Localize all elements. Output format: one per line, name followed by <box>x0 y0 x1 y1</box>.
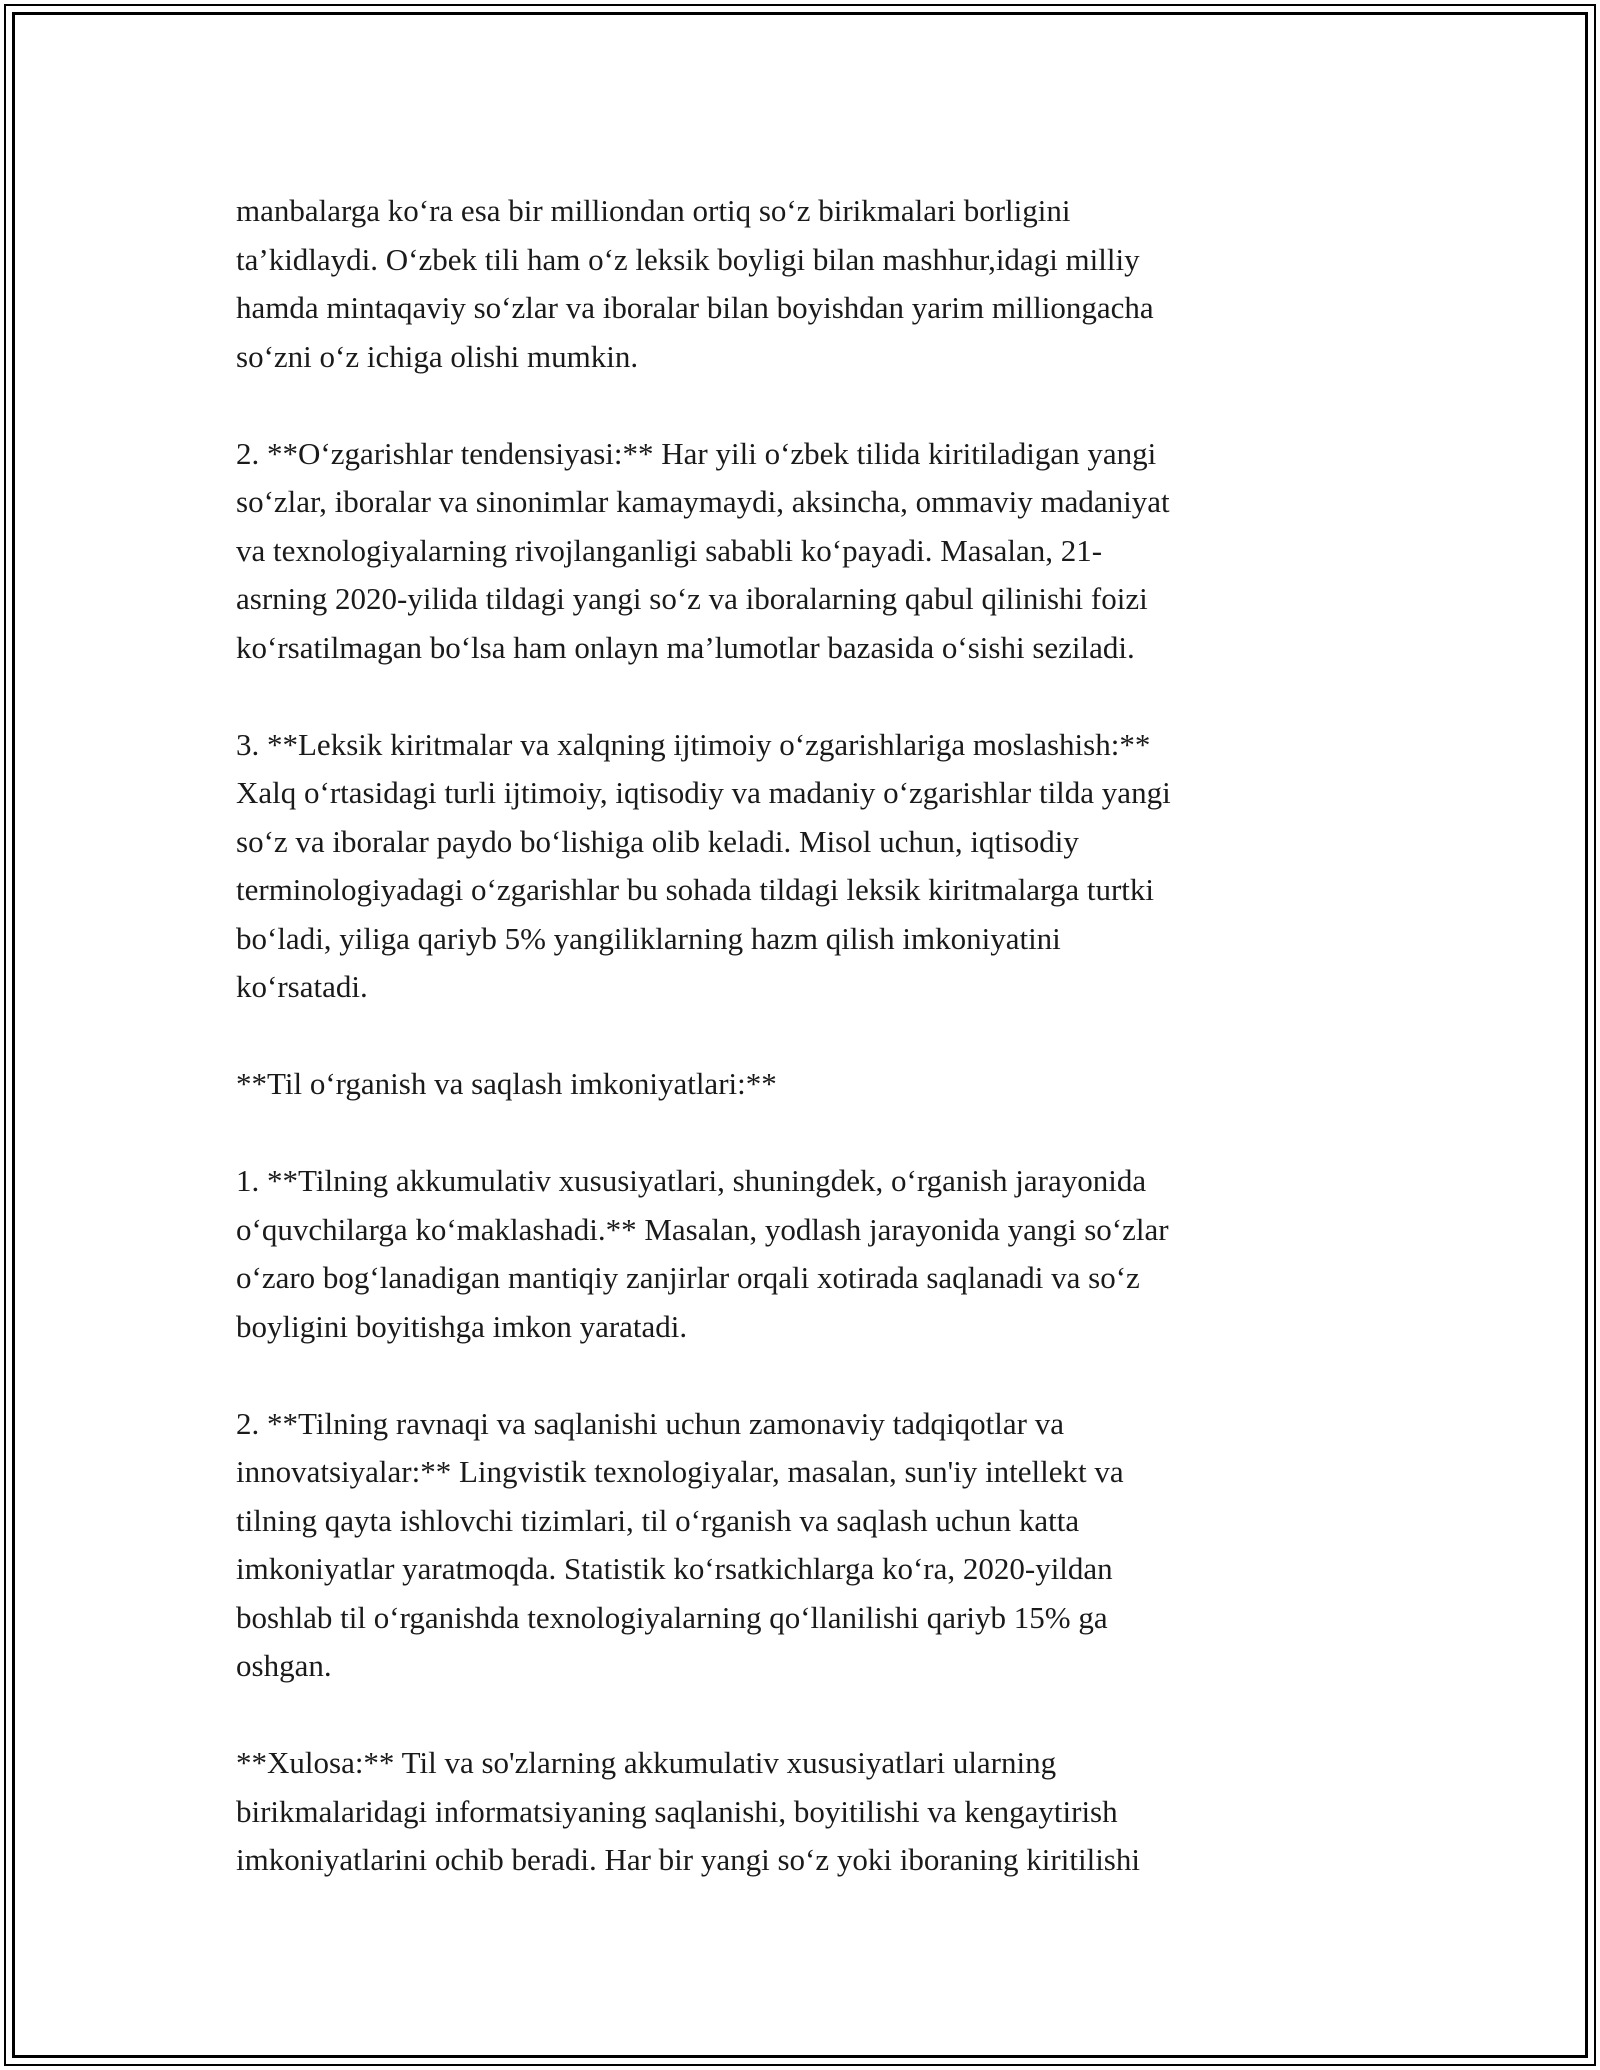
paragraph-change-trends <box>236 430 1376 673</box>
text-line: asrning 2020-yilida tildagi yangi so‘z va iboralarning qabul qilinishi foizi <box>236 581 1148 616</box>
text-line: o‘zaro bog‘lanadigan mantiqiy zanjirlar orqali xotirada saqlanadi va so‘z <box>236 1260 1140 1295</box>
section-heading-learning <box>236 1060 1376 1109</box>
text-line: 3. **Leksik kiritmalar va xalqning ijtimoiy o‘zgarishlariga moslashish:** <box>236 726 1151 762</box>
text-line: 2. **O‘zgarishlar tendensiyasi:** Har yili o‘zbek tilida kiritiladigan yangi <box>236 435 1157 471</box>
text-line: birikmalaridagi informatsiyaning saqlanishi, boyitilishi va kengaytirish <box>236 1793 1118 1829</box>
document-body <box>236 187 1376 1885</box>
paragraph-lexical-inputs <box>236 721 1376 1012</box>
text-line: **Til o‘rganish va saqlash imkoniyatlari:** <box>236 1066 777 1101</box>
text-line: va texnologiyalarning rivojlanganligi sababli ko‘payadi. Masalan, 21- <box>236 532 1103 568</box>
paragraph-accumulative-learning <box>236 1157 1376 1351</box>
text-line: so‘z va iboralar paydo bo‘lishiga olib keladi. Misol uchun, iqtisodiy <box>236 823 1079 859</box>
text-line: innovatsiyalar:** Lingvistik texnologiyalar, masalan, sun'iy intellekt va <box>236 1454 1124 1489</box>
paragraph-conclusion <box>236 1739 1376 1885</box>
text-line: imkoniyatlar yaratmoqda. Statistik ko‘rsatkichlarga ko‘ra, 2020-yildan <box>236 1551 1113 1586</box>
paragraph-modern-research <box>236 1400 1376 1691</box>
text-line: so‘zlar, iboralar va sinonimlar kamaymaydi, aksincha, ommaviy madaniyat <box>236 484 1170 519</box>
text-line: Xalq o‘rtasidagi turli ijtimoiy, iqtisodiy va madaniy o‘zgarishlar tilda yangi <box>236 775 1171 810</box>
text-line: terminologiyadagi o‘zgarishlar bu sohada tildagi leksik kiritmalarga turtki <box>236 872 1154 907</box>
text-line: imkoniyatlarini ochib beradi. Har bir yangi so‘z yoki iboraning kiritilishi <box>236 1842 1140 1877</box>
text-line: o‘quvchilarga ko‘maklashadi.** Masalan, yodlash jarayonida yangi so‘zlar <box>236 1211 1169 1247</box>
text-line: tilning qayta ishlovchi tizimlari, til o‘rganish va saqlash uchun katta <box>236 1502 1080 1538</box>
text-line: 1. **Tilning akkumulativ xususiyatlari, shuningdek, o‘rganish jarayonida <box>236 1163 1147 1198</box>
text-line: 2. **Tilning ravnaqi va saqlanishi uchun zamonaviy tadqiqotlar va <box>236 1405 1064 1441</box>
text-line: manbalarga ko‘ra esa bir milliondan ortiq so‘z birikmalari borligini <box>236 193 1071 228</box>
text-line: ko‘rsatilmagan bo‘lsa ham onlayn ma’lumotlar bazasida o‘sishi seziladi. <box>236 629 1135 665</box>
text-line: bo‘ladi, yiliga qariyb 5% yangiliklarning hazm qilish imkoniyatini <box>236 920 1061 956</box>
text-line: boshlab til o‘rganishda texnologiyalarning qo‘llanilishi qariyb 15% ga <box>236 1599 1108 1635</box>
text-line: so‘zni o‘z ichiga olishi mumkin. <box>236 338 639 374</box>
text-line: ta’kidlaydi. O‘zbek tili ham o‘z leksik boyligi bilan mashhur,idagi milliy <box>236 241 1140 277</box>
text-line: ko‘rsatadi. <box>236 969 368 1004</box>
text-line: boyligini boyitishga imkon yaratadi. <box>236 1308 688 1344</box>
text-line: oshgan. <box>236 1648 332 1683</box>
paragraph-lexical-wealth <box>236 187 1376 381</box>
text-line: **Xulosa:** Til va so'zlarning akkumulativ xususiyatlari ularning <box>236 1745 1057 1780</box>
text-line: hamda mintaqaviy so‘zlar va iboralar bilan boyishdan yarim milliongacha <box>236 290 1154 325</box>
